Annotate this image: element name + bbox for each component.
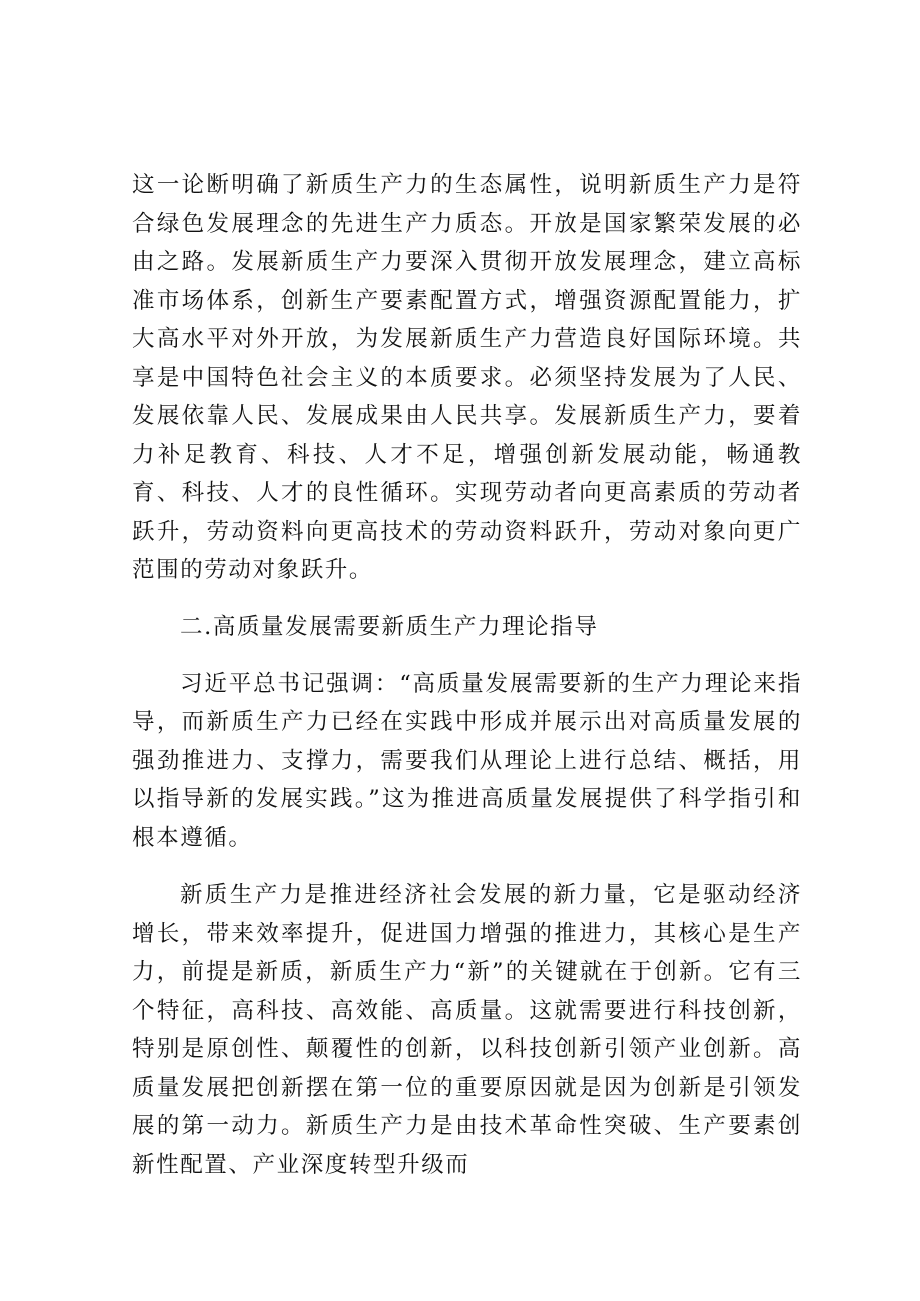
paragraph-green-open-shared-development: 这一论断明确了新质生产力的生态属性，说明新质生产力是符合绿色发展理念的先进生产力质态。开放是国家繁荣发展的必由之路。发展新质生产力要深入贯彻开放发展理念，建立高标准市场体系，创新生产要素配置方式，增强资源配置能力，扩大高水平对外开放，为发展新质生产力营造良好国际环境。共享是中国特色社会主义的本质要求。必须坚持发展为了人民、发展依靠人民、发展成果由人民共享。发展新质生产力，要着力补足教育、科技、人才不足，增强创新发展动能，畅通教育、科技、人才的良性循环。实现劳动者向更高素质的劳动者跃升，劳动资料向更高技术的劳动资料跃升，劳动对象向更广范围的劳动对象跃升。 [132,172,802,583]
paragraph-new-productive-forces-definition: 新质生产力是推进经济社会发展的新力量，它是驱动经济增长，带来效率提升，促进国力增强的推进力，其核心是生产力，前提是新质，新质生产力“新”的关键就在于创新。它有三个特征，高科技、高效能、高质量。这就需要进行科技创新，特别是原创性、颠覆性的创新，以科技创新引领产业创新。高质量发展把创新摆在第一位的重要原因就是因为创新是引领发展的第一动力。新质生产力是由技术革命性突破、生产要素创新性配置、产业深度转型升级而 [132,882,802,1178]
document-page [132,166,802,1184]
section-heading-2: 二.高质量发展需要新质生产力理论指导 [180,613,599,640]
paragraph-xi-quote: 习近平总书记强调：“高质量发展需要新的生产力理论来指导，而新质生产力已经在实践中形成并展示出对高质量发展的强劲推进力、支撑力，需要我们从理论上进行总结、概括，用以指导新的发展实践。”这为推进高质量发展提供了科学指引和根本遵循。 [132,670,802,851]
